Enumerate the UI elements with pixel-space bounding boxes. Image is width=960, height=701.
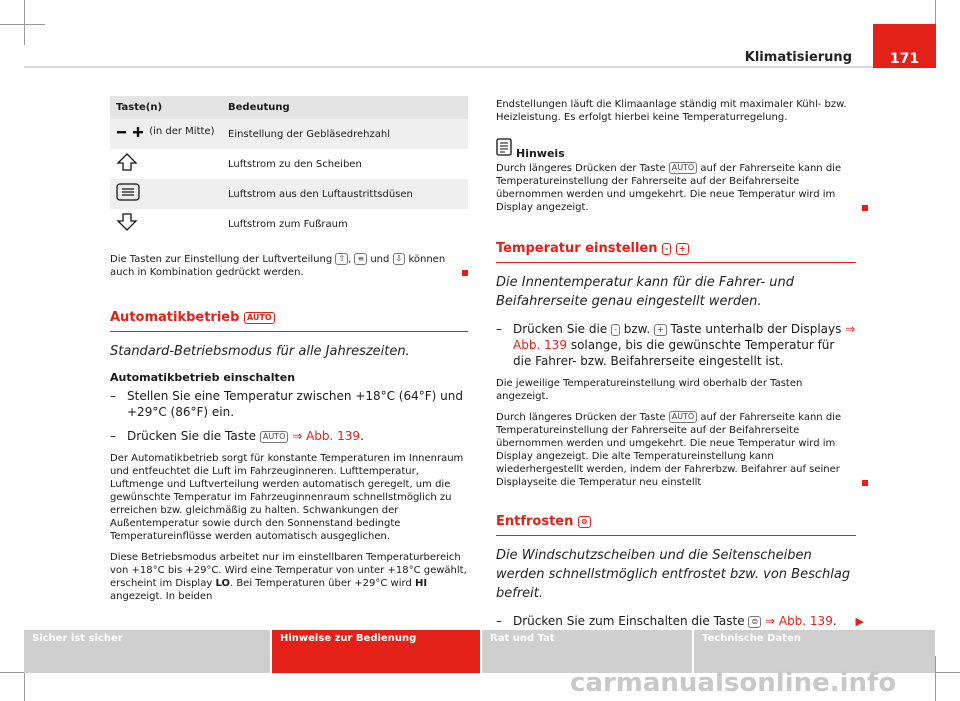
- auto-key-icon: AUTO: [669, 162, 698, 174]
- table-row: [110, 149, 468, 179]
- vent-icon: [116, 183, 140, 201]
- table-row: [110, 179, 468, 209]
- section-end-marker: [462, 270, 468, 276]
- arrow-down-icon: [116, 213, 138, 231]
- section-lead: Die Innentemperatur kann für die Fahrer- und Beifahrerseite genau eingestellt werden.: [496, 275, 795, 309]
- instruction-step: – Drücken Sie zum Einschalten die Taste ⊜ ⇒ Abb. 139. ▶: [496, 614, 864, 628]
- footer-tab-bedienung[interactable]: Hinweise zur Bedienung: [272, 630, 480, 673]
- footer-tab-rat[interactable]: Rat und Tat: [482, 630, 692, 673]
- table-cell-meaning: Einstellung der Gebläsedrehzahl: [222, 119, 468, 149]
- auto-key-icon: AUTO: [669, 411, 698, 423]
- plus-key-icon: +: [676, 243, 689, 255]
- crop-mark: [24, 0, 25, 45]
- auto-key-icon: AUTO: [244, 312, 275, 324]
- defrost-key-icon: ⊜: [748, 616, 761, 628]
- table-cell-meaning: Luftstrom zu den Scheiben: [228, 158, 362, 170]
- body-paragraph: Diese Betriebsmodus arbeitet nur im einstellbaren Temperaturbereich von +18°C bis +29°C. Wird eine Temperatur von unter +18°C gewählt, erscheint im Display LO. Bei Temperaturen über +29°C wird HI angezeigt. In beiden: [110, 552, 467, 602]
- left-column: [110, 96, 468, 611]
- right-column: [496, 98, 864, 637]
- footer-tab-technische[interactable]: Technische Daten: [694, 630, 935, 673]
- defrost-key-icon: ⇧: [335, 253, 348, 265]
- body-paragraph: Die jeweilige Temperatureinstellung wird oberhalb der Tasten angezeigt.: [496, 378, 803, 402]
- crop-mark: [935, 0, 936, 24]
- figure-reference-link[interactable]: ⇒ Abb. 139: [292, 429, 361, 443]
- figure-reference-link[interactable]: ⇒ Abb. 139: [764, 614, 833, 628]
- section-heading-automatik: Automatikbetrieb AUTO: [110, 311, 468, 332]
- note-icon: [496, 138, 512, 160]
- page-header-title: Klimatisierung: [744, 50, 852, 65]
- arrow-up-icon: [116, 153, 138, 171]
- continue-arrow-icon: ▶: [855, 615, 864, 628]
- body-paragraph: Durch längeres Drücken der Taste AUTO auf der Fahrerseite kann die Temperatureinstellung der Fahrerseite auf der Beifahrerseite übernommen werden und umgekehrt. Die neue Temperatur wird im Display angezeigt. Die alte Temperatureinstellung kann wiederhergestellt werden, indem der Fahrerbzw. Beifahrer auf seiner Displayseite die Temperatur neu einstellt: [496, 411, 856, 489]
- section-heading-entfrosten: Entfrosten ⊜: [496, 515, 856, 536]
- key-table: [110, 96, 468, 239]
- body-paragraph: Der Automatikbetrieb sorgt für konstante Temperaturen im Innenraum und entfeuchtet die Luft im Fahrzeuginneren. Lufttemperatur, Luftmenge und Luftverteilung werden automatisch geregelt, um die gewünschte Temperatur im Fahrzeuginnenraum schnellstmöglich zu erreichen bzw. gleichmäßig zu halten. Schwankungen der Außentemperatur sowie durch den Sonnenstand bedingte Temperatureinflüsse werden automatisch ausgeglichen.: [110, 453, 464, 542]
- instruction-step: – Stellen Sie eine Temperatur zwischen +18°C (64°F) und +29°C (86°F) ein.: [110, 389, 463, 419]
- combination-note: Die Tasten zur Einstellung der Luftverteilung ⇧ , ≡ und ⇩ können auch in Kombination gedrückt werden.: [110, 253, 468, 279]
- table-row: [110, 209, 468, 239]
- section-lead: Die Windschutzscheiben und die Seitenscheiben werden schnellstmöglich entfrostet bzw. von Beschlag befreit.: [496, 548, 851, 601]
- section-end-marker: [862, 480, 868, 486]
- instruction-step: – Drücken Sie die - bzw. + Taste unterhalb der Displays ⇒ Abb. 139 solange, bis die gewünschte Temperatur für die Fahrer- bzw. Beifahrerseite eingestellt ist.: [496, 322, 856, 368]
- table-cell-meaning: Luftstrom aus den Luftaustrittsdüsen: [222, 179, 468, 209]
- auto-key-icon: AUTO: [260, 431, 289, 443]
- header-rule: [24, 66, 936, 68]
- footer-tab-sicher[interactable]: Sicher ist sicher: [24, 630, 270, 673]
- section-end-marker: [862, 205, 868, 211]
- hinweis-box: Hinweis Durch längeres Drücken der Taste AUTO auf der Fahrerseite kann die Temperatureinstellung der Fahrerseite auf der Beifahrerseite übernommen werden und umgekehrt. Die neue Temperatur wird im Display angezeigt.: [496, 138, 856, 214]
- key-note: (in der Mitte): [149, 126, 215, 137]
- defrost-key-icon: ⊜: [578, 516, 591, 528]
- footwell-key-icon: ⇩: [393, 253, 406, 265]
- watermark: carmanualsonline.info: [570, 668, 897, 698]
- hinweis-heading: Hinweis: [516, 147, 565, 160]
- minus-plus-icon: [116, 125, 146, 139]
- crop-mark: [0, 24, 45, 25]
- page-number: 171: [873, 24, 936, 68]
- sub-heading: Automatikbetrieb einschalten: [110, 371, 296, 384]
- table-cell-meaning: Luftstrom zum Fußraum: [228, 218, 348, 230]
- crop-mark: [935, 656, 936, 701]
- table-row: [110, 119, 468, 149]
- minus-key-icon: -: [611, 324, 620, 336]
- plus-key-icon: +: [654, 324, 667, 336]
- instruction-step: – Drücken Sie die Taste AUTO ⇒ Abb. 139.: [110, 429, 364, 443]
- table-header-meaning: Bedeutung: [222, 96, 468, 119]
- vent-key-icon: ≡: [354, 253, 367, 265]
- section-heading-temperatur: Temperatur einstellen - +: [496, 242, 856, 263]
- table-header-keys: Taste(n): [110, 96, 222, 119]
- figure-reference-link[interactable]: ⇒ Abb. 139: [513, 322, 856, 352]
- section-lead: Standard-Betriebsmodus für alle Jahreszeiten.: [110, 344, 410, 359]
- minus-key-icon: -: [662, 243, 671, 255]
- body-paragraph: Endstellungen läuft die Klimaanlage ständig mit maximaler Kühl- bzw. Heizleistung. Es erfolgt hierbei keine Temperaturregelung.: [496, 99, 847, 123]
